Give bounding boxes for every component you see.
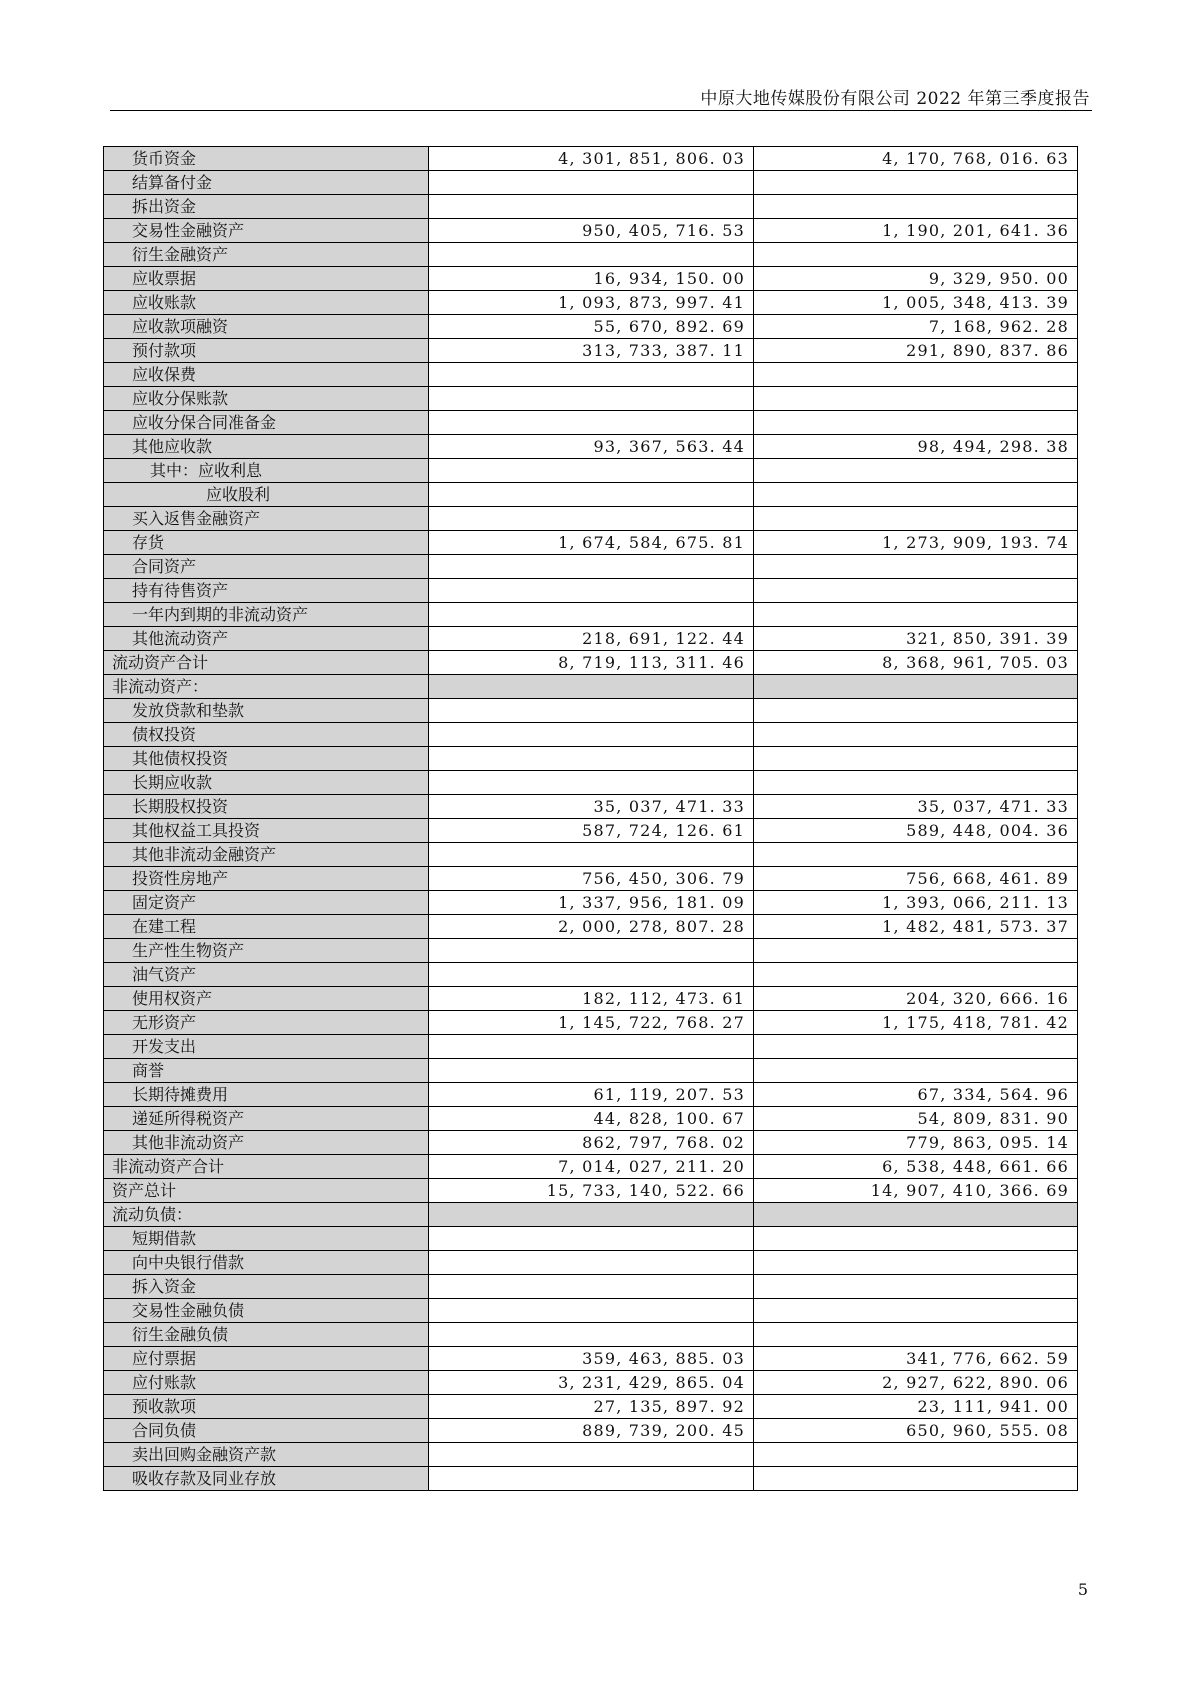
row-label: 资产总计 <box>104 1179 429 1203</box>
current-period-value <box>429 1443 754 1467</box>
current-period-value <box>429 555 754 579</box>
current-period-value: 55, 670, 892. 69 <box>429 315 754 339</box>
row-label: 无形资产 <box>104 1011 429 1035</box>
row-label: 向中央银行借款 <box>104 1251 429 1275</box>
prior-period-value <box>754 1443 1078 1467</box>
table-row <box>104 435 1078 459</box>
table-row <box>104 1203 1078 1227</box>
row-label: 持有待售资产 <box>104 579 429 603</box>
table-row <box>104 363 1078 387</box>
row-label: 应收股利 <box>104 483 429 507</box>
prior-period-value: 67, 334, 564. 96 <box>754 1083 1078 1107</box>
current-period-value: 61, 119, 207. 53 <box>429 1083 754 1107</box>
row-label: 其他权益工具投资 <box>104 819 429 843</box>
current-period-value: 93, 367, 563. 44 <box>429 435 754 459</box>
row-label: 长期待摊费用 <box>104 1083 429 1107</box>
row-label: 其他非流动资产 <box>104 1131 429 1155</box>
row-label: 交易性金融资产 <box>104 219 429 243</box>
prior-period-value: 7, 168, 962. 28 <box>754 315 1078 339</box>
prior-period-value <box>754 555 1078 579</box>
row-label: 其他非流动金融资产 <box>104 843 429 867</box>
table-row <box>104 819 1078 843</box>
table-row <box>104 1323 1078 1347</box>
table-row <box>104 891 1078 915</box>
current-period-value <box>429 1251 754 1275</box>
table-row <box>104 843 1078 867</box>
table-row <box>104 315 1078 339</box>
current-period-value <box>429 1275 754 1299</box>
table-row <box>104 1155 1078 1179</box>
row-label: 在建工程 <box>104 915 429 939</box>
row-label: 拆入资金 <box>104 1275 429 1299</box>
row-label: 非流动资产： <box>104 675 429 699</box>
row-label: 长期股权投资 <box>104 795 429 819</box>
current-period-value: 1, 145, 722, 768. 27 <box>429 1011 754 1035</box>
table-row <box>104 219 1078 243</box>
table-row <box>104 795 1078 819</box>
prior-period-value: 1, 482, 481, 573. 37 <box>754 915 1078 939</box>
prior-period-value: 1, 005, 348, 413. 39 <box>754 291 1078 315</box>
table-row <box>104 987 1078 1011</box>
row-label: 衍生金融负债 <box>104 1323 429 1347</box>
row-label: 短期借款 <box>104 1227 429 1251</box>
prior-period-value: 341, 776, 662. 59 <box>754 1347 1078 1371</box>
row-label: 油气资产 <box>104 963 429 987</box>
row-label: 应收分保合同准备金 <box>104 411 429 435</box>
row-label: 衍生金融资产 <box>104 243 429 267</box>
table-row <box>104 1371 1078 1395</box>
current-period-value: 313, 733, 387. 11 <box>429 339 754 363</box>
current-period-value <box>429 459 754 483</box>
current-period-value <box>429 579 754 603</box>
current-period-value <box>429 507 754 531</box>
table-row <box>104 531 1078 555</box>
prior-period-value <box>754 387 1078 411</box>
table-row <box>104 651 1078 675</box>
current-period-value: 756, 450, 306. 79 <box>429 867 754 891</box>
table-row <box>104 939 1078 963</box>
table-row <box>104 1347 1078 1371</box>
table-row <box>104 1131 1078 1155</box>
current-period-value <box>429 171 754 195</box>
current-period-value: 3, 231, 429, 865. 04 <box>429 1371 754 1395</box>
row-label: 非流动资产合计 <box>104 1155 429 1179</box>
prior-period-value <box>754 363 1078 387</box>
current-period-value <box>429 747 754 771</box>
row-label: 货币资金 <box>104 147 429 171</box>
prior-period-value <box>754 1275 1078 1299</box>
table-row <box>104 627 1078 651</box>
current-period-value <box>429 387 754 411</box>
prior-period-value <box>754 483 1078 507</box>
table-row <box>104 267 1078 291</box>
current-period-value <box>429 1323 754 1347</box>
current-period-value: 1, 337, 956, 181. 09 <box>429 891 754 915</box>
prior-period-value <box>754 963 1078 987</box>
prior-period-value <box>754 603 1078 627</box>
table-row <box>104 1179 1078 1203</box>
prior-period-value: 98, 494, 298. 38 <box>754 435 1078 459</box>
prior-period-value <box>754 1467 1078 1491</box>
row-label: 流动负债： <box>104 1203 429 1227</box>
prior-period-value: 204, 320, 666. 16 <box>754 987 1078 1011</box>
prior-period-value <box>754 939 1078 963</box>
prior-period-value <box>754 675 1078 699</box>
balance-sheet-table <box>103 146 1078 1491</box>
table-row <box>104 195 1078 219</box>
prior-period-value: 321, 850, 391. 39 <box>754 627 1078 651</box>
table-row <box>104 675 1078 699</box>
row-label: 交易性金融负债 <box>104 1299 429 1323</box>
current-period-value: 7, 014, 027, 211. 20 <box>429 1155 754 1179</box>
prior-period-value <box>754 243 1078 267</box>
table-row <box>104 963 1078 987</box>
prior-period-value <box>754 507 1078 531</box>
table-row <box>104 387 1078 411</box>
prior-period-value: 2, 927, 622, 890. 06 <box>754 1371 1078 1395</box>
row-label: 预付款项 <box>104 339 429 363</box>
current-period-value: 218, 691, 122. 44 <box>429 627 754 651</box>
row-label: 流动资产合计 <box>104 651 429 675</box>
row-label: 固定资产 <box>104 891 429 915</box>
prior-period-value <box>754 1251 1078 1275</box>
current-period-value: 44, 828, 100. 67 <box>429 1107 754 1131</box>
table-row <box>104 291 1078 315</box>
prior-period-value <box>754 171 1078 195</box>
table-row <box>104 915 1078 939</box>
row-label: 吸收存款及同业存放 <box>104 1467 429 1491</box>
row-label: 买入返售金融资产 <box>104 507 429 531</box>
table-row <box>104 1443 1078 1467</box>
prior-period-value: 8, 368, 961, 705. 03 <box>754 651 1078 675</box>
current-period-value <box>429 1227 754 1251</box>
table-row <box>104 1083 1078 1107</box>
current-period-value: 889, 739, 200. 45 <box>429 1419 754 1443</box>
current-period-value: 4, 301, 851, 806. 03 <box>429 147 754 171</box>
table-row <box>104 579 1078 603</box>
row-label: 应收分保账款 <box>104 387 429 411</box>
current-period-value: 182, 112, 473. 61 <box>429 987 754 1011</box>
current-period-value <box>429 363 754 387</box>
current-period-value <box>429 699 754 723</box>
current-period-value <box>429 483 754 507</box>
prior-period-value: 54, 809, 831. 90 <box>754 1107 1078 1131</box>
prior-period-value <box>754 1299 1078 1323</box>
current-period-value: 359, 463, 885. 03 <box>429 1347 754 1371</box>
table-row <box>104 555 1078 579</box>
current-period-value: 1, 093, 873, 997. 41 <box>429 291 754 315</box>
table-row <box>104 723 1078 747</box>
row-label: 存货 <box>104 531 429 555</box>
current-period-value <box>429 771 754 795</box>
row-label: 长期应收款 <box>104 771 429 795</box>
page-number: 5 <box>1077 1580 1088 1599</box>
prior-period-value: 650, 960, 555. 08 <box>754 1419 1078 1443</box>
prior-period-value <box>754 1227 1078 1251</box>
table-row <box>104 867 1078 891</box>
row-label: 商誉 <box>104 1059 429 1083</box>
current-period-value <box>429 243 754 267</box>
row-label: 发放贷款和垫款 <box>104 699 429 723</box>
row-label: 一年内到期的非流动资产 <box>104 603 429 627</box>
table-row <box>104 1299 1078 1323</box>
prior-period-value <box>754 699 1078 723</box>
table-row <box>104 1419 1078 1443</box>
row-label: 结算备付金 <box>104 171 429 195</box>
current-period-value: 1, 674, 584, 675. 81 <box>429 531 754 555</box>
prior-period-value: 1, 190, 201, 641. 36 <box>754 219 1078 243</box>
prior-period-value <box>754 579 1078 603</box>
table-row <box>104 1395 1078 1419</box>
header-divider <box>110 110 1092 111</box>
prior-period-value <box>754 1035 1078 1059</box>
table-row <box>104 339 1078 363</box>
prior-period-value: 291, 890, 837. 86 <box>754 339 1078 363</box>
current-period-value <box>429 1467 754 1491</box>
row-label: 使用权资产 <box>104 987 429 1011</box>
table-row <box>104 171 1078 195</box>
current-period-value <box>429 843 754 867</box>
row-label: 投资性房地产 <box>104 867 429 891</box>
current-period-value: 27, 135, 897. 92 <box>429 1395 754 1419</box>
prior-period-value: 756, 668, 461. 89 <box>754 867 1078 891</box>
row-label: 应付票据 <box>104 1347 429 1371</box>
current-period-value <box>429 1299 754 1323</box>
row-label: 其中：应收利息 <box>104 459 429 483</box>
row-label: 合同负债 <box>104 1419 429 1443</box>
table-row <box>104 459 1078 483</box>
current-period-value: 950, 405, 716. 53 <box>429 219 754 243</box>
current-period-value <box>429 1059 754 1083</box>
current-period-value <box>429 603 754 627</box>
table-row <box>104 1059 1078 1083</box>
table-row <box>104 147 1078 171</box>
row-label: 递延所得税资产 <box>104 1107 429 1131</box>
prior-period-value: 779, 863, 095. 14 <box>754 1131 1078 1155</box>
table-row <box>104 603 1078 627</box>
row-label: 应收款项融资 <box>104 315 429 339</box>
current-period-value <box>429 1035 754 1059</box>
prior-period-value: 9, 329, 950. 00 <box>754 267 1078 291</box>
prior-period-value <box>754 771 1078 795</box>
table-row <box>104 747 1078 771</box>
prior-period-value <box>754 1059 1078 1083</box>
current-period-value: 2, 000, 278, 807. 28 <box>429 915 754 939</box>
current-period-value <box>429 675 754 699</box>
row-label: 应付账款 <box>104 1371 429 1395</box>
current-period-value: 16, 934, 150. 00 <box>429 267 754 291</box>
row-label: 其他应收款 <box>104 435 429 459</box>
prior-period-value <box>754 723 1078 747</box>
row-label: 生产性生物资产 <box>104 939 429 963</box>
current-period-value <box>429 723 754 747</box>
table-row <box>104 1035 1078 1059</box>
current-period-value: 35, 037, 471. 33 <box>429 795 754 819</box>
table-row <box>104 507 1078 531</box>
prior-period-value: 35, 037, 471. 33 <box>754 795 1078 819</box>
current-period-value: 862, 797, 768. 02 <box>429 1131 754 1155</box>
prior-period-value <box>754 459 1078 483</box>
table-row <box>104 1011 1078 1035</box>
prior-period-value <box>754 1323 1078 1347</box>
table-row <box>104 1275 1078 1299</box>
row-label: 应收票据 <box>104 267 429 291</box>
current-period-value: 15, 733, 140, 522. 66 <box>429 1179 754 1203</box>
table-row <box>104 1107 1078 1131</box>
row-label: 拆出资金 <box>104 195 429 219</box>
table-row <box>104 771 1078 795</box>
prior-period-value: 1, 273, 909, 193. 74 <box>754 531 1078 555</box>
prior-period-value: 1, 175, 418, 781. 42 <box>754 1011 1078 1035</box>
row-label: 债权投资 <box>104 723 429 747</box>
prior-period-value <box>754 747 1078 771</box>
table-row <box>104 243 1078 267</box>
row-label: 应收保费 <box>104 363 429 387</box>
balance-sheet-body <box>104 147 1078 1491</box>
prior-period-value: 23, 111, 941. 00 <box>754 1395 1078 1419</box>
table-row <box>104 1251 1078 1275</box>
prior-period-value <box>754 843 1078 867</box>
table-row <box>104 699 1078 723</box>
prior-period-value <box>754 1203 1078 1227</box>
prior-period-value: 14, 907, 410, 366. 69 <box>754 1179 1078 1203</box>
current-period-value <box>429 411 754 435</box>
prior-period-value: 6, 538, 448, 661. 66 <box>754 1155 1078 1179</box>
table-row <box>104 1227 1078 1251</box>
table-row <box>104 483 1078 507</box>
row-label: 预收款项 <box>104 1395 429 1419</box>
table-row <box>104 411 1078 435</box>
row-label: 合同资产 <box>104 555 429 579</box>
row-label: 其他债权投资 <box>104 747 429 771</box>
current-period-value <box>429 963 754 987</box>
row-label: 应收账款 <box>104 291 429 315</box>
prior-period-value <box>754 195 1078 219</box>
prior-period-value: 1, 393, 066, 211. 13 <box>754 891 1078 915</box>
prior-period-value <box>754 411 1078 435</box>
current-period-value: 587, 724, 126. 61 <box>429 819 754 843</box>
row-label: 卖出回购金融资产款 <box>104 1443 429 1467</box>
prior-period-value: 4, 170, 768, 016. 63 <box>754 147 1078 171</box>
current-period-value: 8, 719, 113, 311. 46 <box>429 651 754 675</box>
current-period-value <box>429 195 754 219</box>
row-label: 其他流动资产 <box>104 627 429 651</box>
prior-period-value: 589, 448, 004. 36 <box>754 819 1078 843</box>
report-header-title: 中原大地传媒股份有限公司 2022 年第三季度报告 <box>700 89 1090 109</box>
row-label: 开发支出 <box>104 1035 429 1059</box>
current-period-value <box>429 939 754 963</box>
current-period-value <box>429 1203 754 1227</box>
table-row <box>104 1467 1078 1491</box>
